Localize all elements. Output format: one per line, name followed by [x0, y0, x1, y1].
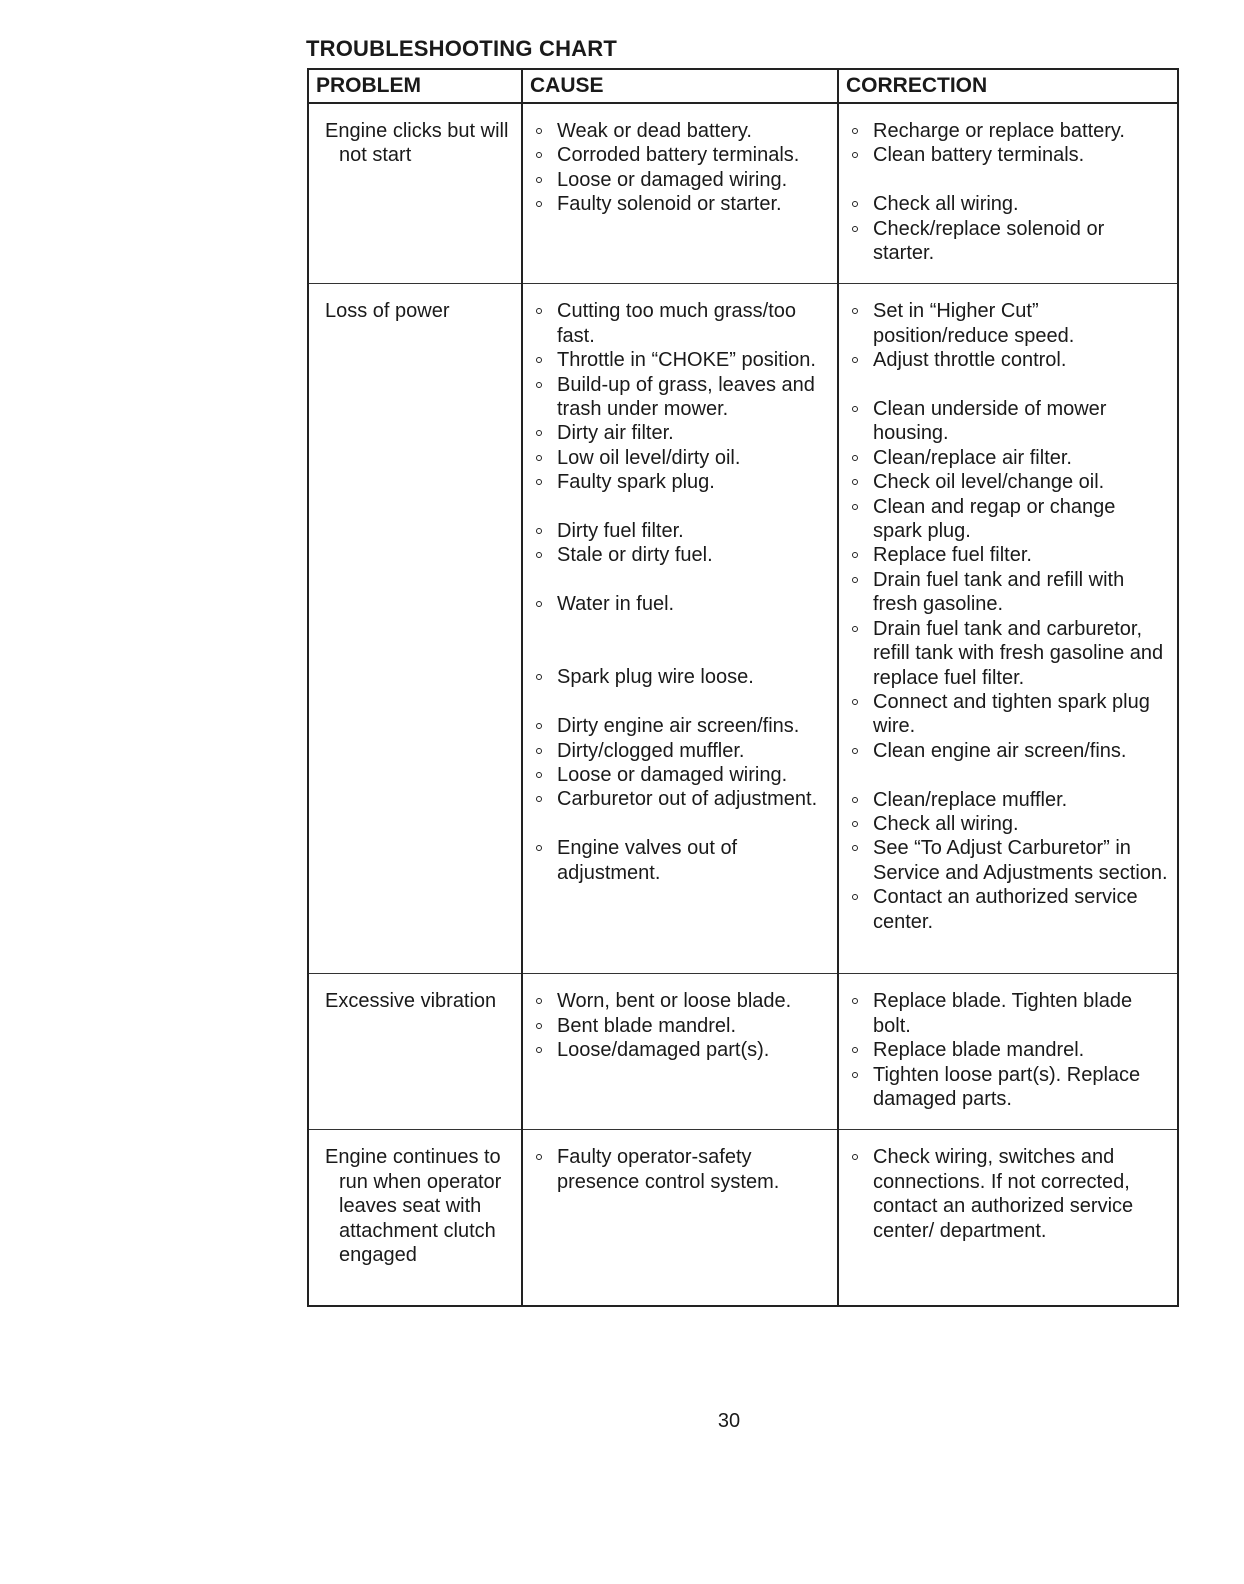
- correction-item: Recharge or replace battery.: [847, 119, 1169, 143]
- cause-list: [531, 299, 829, 885]
- cause-list: [531, 989, 829, 1062]
- cause-cell: [522, 284, 838, 974]
- cause-item: Dirty/clogged muffler.: [531, 739, 829, 763]
- correction-item: Drain fuel tank and refill with fresh gasoline.: [847, 568, 1169, 617]
- cause-item: Spark plug wire loose.: [531, 665, 829, 689]
- correction-list: [847, 989, 1169, 1111]
- cause-item: Corroded battery terminals.: [531, 143, 829, 167]
- correction-item: Clean battery terminals.: [847, 143, 1169, 167]
- correction-item: Clean and regap or change spark plug.: [847, 495, 1169, 544]
- cause-list: [531, 119, 829, 217]
- table-row: [308, 103, 1178, 284]
- cause-item: Throttle in “CHOKE” position.: [531, 348, 829, 372]
- table-row: [308, 284, 1178, 974]
- correction-cell: [838, 284, 1178, 974]
- cause-item: Loose/damaged part(s).: [531, 1038, 829, 1062]
- correction-item: Drain fuel tank and carburetor, refill tank with fresh gasoline and replace fuel filter.: [847, 617, 1169, 690]
- correction-item: Check oil level/change oil.: [847, 470, 1169, 494]
- header-cause: CAUSE: [522, 69, 838, 103]
- cause-item: Loose or damaged wiring.: [531, 763, 829, 787]
- cause-item: Faulty spark plug.: [531, 470, 829, 494]
- problem-text: Engine continues to run when operator leaves seat with attachment clutch engaged: [325, 1146, 502, 1267]
- correction-cell: [838, 974, 1178, 1130]
- chart-title: TROUBLESHOOTING CHART: [306, 36, 617, 61]
- correction-list: [847, 119, 1169, 265]
- correction-item: Set in “Higher Cut” position/reduce speed.: [847, 299, 1169, 348]
- cause-item: Dirty air filter.: [531, 421, 829, 445]
- correction-cell: [838, 1130, 1178, 1306]
- correction-item: Check wiring, switches and connections. If not corrected, contact an authorized service center/ department.: [847, 1145, 1169, 1243]
- correction-item: See “To Adjust Carburetor” in Service and Adjustments section.: [847, 836, 1169, 885]
- problem-cell: [308, 103, 522, 284]
- cause-cell: [522, 974, 838, 1130]
- table-row: [308, 974, 1178, 1130]
- cause-item: Worn, bent or loose blade.: [531, 989, 829, 1013]
- problem-text: Loss of power: [325, 300, 450, 323]
- correction-list: [847, 1145, 1169, 1243]
- correction-item: Replace blade. Tighten blade bolt.: [847, 989, 1169, 1038]
- correction-item: Check all wiring.: [847, 812, 1169, 836]
- cause-item: Faulty operator-safety presence control system.: [531, 1145, 829, 1194]
- problem-text: Excessive vibration: [325, 990, 497, 1013]
- problem-text: Engine clicks but will not start: [325, 120, 509, 167]
- cause-item: Loose or damaged wiring.: [531, 168, 829, 192]
- cause-item: Stale or dirty fuel.: [531, 543, 829, 567]
- correction-item: Tighten loose part(s). Replace damaged parts.: [847, 1063, 1169, 1112]
- header-correction: CORRECTION: [838, 69, 1178, 103]
- correction-item: Replace blade mandrel.: [847, 1038, 1169, 1062]
- header-problem: PROBLEM: [308, 69, 522, 103]
- cause-item: Cutting too much grass/too fast.: [531, 299, 829, 348]
- correction-item: Check/replace solenoid or starter.: [847, 217, 1169, 266]
- cause-item: Dirty engine air screen/fins.: [531, 714, 829, 738]
- correction-item: Clean engine air screen/fins.: [847, 739, 1169, 763]
- correction-item: Adjust throttle control.: [847, 348, 1169, 372]
- correction-item: Replace fuel filter.: [847, 543, 1169, 567]
- cause-item: Water in fuel.: [531, 592, 829, 616]
- correction-item: Clean/replace air filter.: [847, 446, 1169, 470]
- cause-item: Carburetor out of adjustment.: [531, 787, 829, 811]
- problem-cell: [308, 1130, 522, 1306]
- correction-list: [847, 299, 1169, 934]
- correction-item: Check all wiring.: [847, 192, 1169, 216]
- correction-item: Connect and tighten spark plug wire.: [847, 690, 1169, 739]
- header-row: [308, 69, 1178, 103]
- problem-cell: [308, 284, 522, 974]
- correction-item: Contact an authorized service center.: [847, 885, 1169, 934]
- cause-item: Faulty solenoid or starter.: [531, 192, 829, 216]
- problem-cell: [308, 974, 522, 1130]
- cause-item: Low oil level/dirty oil.: [531, 446, 829, 470]
- cause-list: [531, 1145, 829, 1194]
- cause-item: Engine valves out of adjustment.: [531, 836, 829, 885]
- troubleshooting-table: [307, 68, 1179, 1307]
- cause-item: Build-up of grass, leaves and trash under mower.: [531, 373, 829, 422]
- correction-item: Clean underside of mower housing.: [847, 397, 1169, 446]
- cause-item: Weak or dead battery.: [531, 119, 829, 143]
- cause-item: Bent blade mandrel.: [531, 1014, 829, 1038]
- correction-item: Clean/replace muffler.: [847, 788, 1169, 812]
- page-number: 30: [717, 1410, 741, 1432]
- cause-item: Dirty fuel filter.: [531, 519, 829, 543]
- correction-cell: [838, 103, 1178, 284]
- table-row: [308, 1130, 1178, 1306]
- cause-cell: [522, 1130, 838, 1306]
- cause-cell: [522, 103, 838, 284]
